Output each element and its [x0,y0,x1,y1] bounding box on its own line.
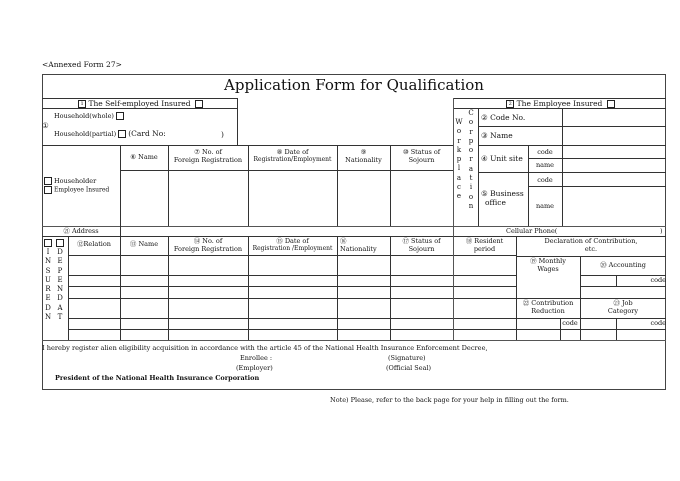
dep-col-name: ⑬ Name [129,240,159,248]
vertical-letter: r [469,155,473,164]
dependant-vertical-label [55,248,65,322]
col-nationality-header-1: ⑨ [360,148,367,156]
president-label: President of the National Health Insurance Corporation [55,374,260,382]
self-employed-checkbox[interactable] [195,100,203,108]
dep-col-foreign-reg-1: ⑭ No. of [193,237,223,245]
col-date-header-1: ⑧ Date of [276,148,309,156]
business-office-name-label: name [535,202,555,210]
vertical-letter: N [44,313,52,322]
vertical-letter: o [468,192,474,201]
dep-col-nationality-1: ⑯ [340,237,347,245]
householder-checkbox[interactable] [44,177,52,185]
vertical-letter: i [469,183,473,192]
household-partial-option[interactable] [54,130,166,138]
dependant-checkbox[interactable] [56,238,64,247]
accounting-label: ⑳ Accounting [600,261,646,269]
col-sojourn-header-1: ⑩ Status of [402,148,441,156]
householder-label: Householder [54,177,97,185]
contribution-reduction-label-1: ㉒ Contribution [522,299,574,307]
vertical-letter: A [57,303,63,312]
householder-option[interactable] [44,177,96,185]
self-employed-label: The Self-employed Insured [88,99,191,108]
marker-1: 1 [78,100,86,108]
card-no-close: ) [221,130,224,139]
marker-2: 2 [506,100,514,108]
monthly-wages-label-1: ⑲ Monthly [530,257,566,265]
vertical-letter: p [456,155,462,164]
monthly-wages-label-2: Wages [537,265,559,273]
vertical-letter: r [469,127,473,136]
vertical-letter: C [468,109,474,117]
vertical-letter: n [468,201,474,210]
vertical-letter: o [456,127,462,136]
job-code-label: code [650,319,666,327]
vertical-letter: T [57,313,63,322]
employee-checkbox[interactable] [607,100,615,108]
unit-site-code-label: code [537,148,553,156]
household-whole-label: Household(whole) [54,112,114,120]
accounting-code-label: code [650,276,666,284]
employee-insured-label: Employee Insured [54,186,110,194]
dep-col-resident-1: ⑱ Resident [465,237,504,245]
dep-col-nationality-2: Nationality [340,245,377,253]
vertical-letter: p [468,136,474,145]
employee-label: The Employee Insured [516,99,603,108]
page-title: Application Form for Qualification [224,76,484,94]
dep-col-foreign-reg-2: Foreign Registration [173,245,243,253]
business-office-label-2: office [485,198,506,207]
dep-col-relation: ⑫Relation [77,240,111,248]
vertical-letter: E [57,275,63,284]
vertical-letter: D [57,248,63,256]
employee-header [453,99,666,108]
vertical-letter: o [468,118,474,127]
employee-insured-checkbox[interactable] [44,186,52,194]
official-seal-label: (Official Seal) [386,364,432,372]
vertical-letter: I [46,248,50,256]
vertical-letter: k [456,145,462,154]
section-1-marker: ① [42,121,49,130]
vertical-letter: l [457,164,461,173]
dep-col-resident-2: period [473,245,496,253]
business-office-label-1: ⑤ Business [481,189,524,198]
unit-site-name-label: name [535,161,555,169]
job-category-label-1: ㉓ Job [613,299,633,307]
cellular-phone-close: ) [660,227,663,235]
household-whole-option[interactable] [54,112,124,120]
household-whole-checkbox[interactable] [116,112,124,120]
dep-col-sojourn-1: ⑰ Status of [402,237,441,245]
address-field[interactable] [121,227,451,236]
col-foreign-reg-header-2: Foreign Registration [173,156,243,164]
col-foreign-reg-header-1: ⑦ No. of [194,148,222,156]
corporation-vertical-label [466,109,476,211]
declaration-header-2: etc. [584,245,598,253]
vertical-letter: o [468,146,474,155]
vertical-letter: R [45,285,51,294]
vertical-letter: N [44,257,52,266]
vertical-letter: t [469,174,473,183]
dep-col-date-1: ⑮ Date of [276,237,309,245]
household-partial-label: Household(partial) [54,130,117,138]
declaration-header-1: Declaration of Contribution, [544,237,638,245]
workplace-vertical-label [454,118,464,202]
employee-name-label: ③ Name [481,131,513,140]
col-sojourn-header-2: Sojourn [408,156,435,164]
registration-statement: I hereby register alien eligibility acquisition in accordance with the article 45 of the National Health Insurance Enforcement Decree, [42,344,488,352]
signature-label: (Signature) [388,354,426,362]
dep-col-date-2: Registration /Employment [252,245,333,252]
card-no-label: (Card No: [128,129,166,138]
vertical-letter: E [57,257,63,266]
unit-site-label: ④ Unit site [481,154,523,163]
vertical-letter: D [45,303,51,312]
code-no-label: ② Code No. [481,113,526,122]
vertical-letter: E [45,294,51,303]
contribution-reduction-label-2: Reduction [531,307,565,315]
business-office-code-label: code [537,176,553,184]
vertical-letter: r [457,136,461,145]
vertical-letter: D [57,294,63,303]
cellular-phone-label: Cellular Phone( [506,227,558,235]
col-date-header-2: Registration/Employment [253,156,332,163]
vertical-letter: S [45,266,51,275]
insured-vertical-label [43,248,53,322]
vertical-letter: c [457,183,461,192]
employee-insured-option[interactable] [44,186,109,195]
vertical-letter: U [45,275,51,284]
note-text: Note) Please, refer to the back page for your help in filling out the form. [330,396,569,404]
vertical-letter: e [456,192,462,201]
col-nationality-header-2: Nationality [345,156,382,164]
vertical-letter: P [57,266,63,275]
vertical-letter: W [455,118,463,126]
enrollee-label: Enrollee : [240,354,273,362]
address-label: ㉑ Address [63,227,99,235]
insured-checkbox[interactable] [44,238,52,247]
job-category-label-2: Category [607,307,639,315]
col-name-header: ⑥ Name [130,153,158,161]
vertical-letter: a [468,164,474,173]
household-partial-checkbox[interactable] [118,130,126,138]
dep-col-sojourn-2: Sojourn [408,245,435,253]
employer-label: (Employer) [236,364,273,372]
vertical-letter: a [456,173,462,182]
self-employed-header [42,99,237,108]
annex-label: <Annexed Form 27> [42,60,122,69]
vertical-letter: N [56,285,64,294]
contribution-code-label: code [562,319,578,327]
